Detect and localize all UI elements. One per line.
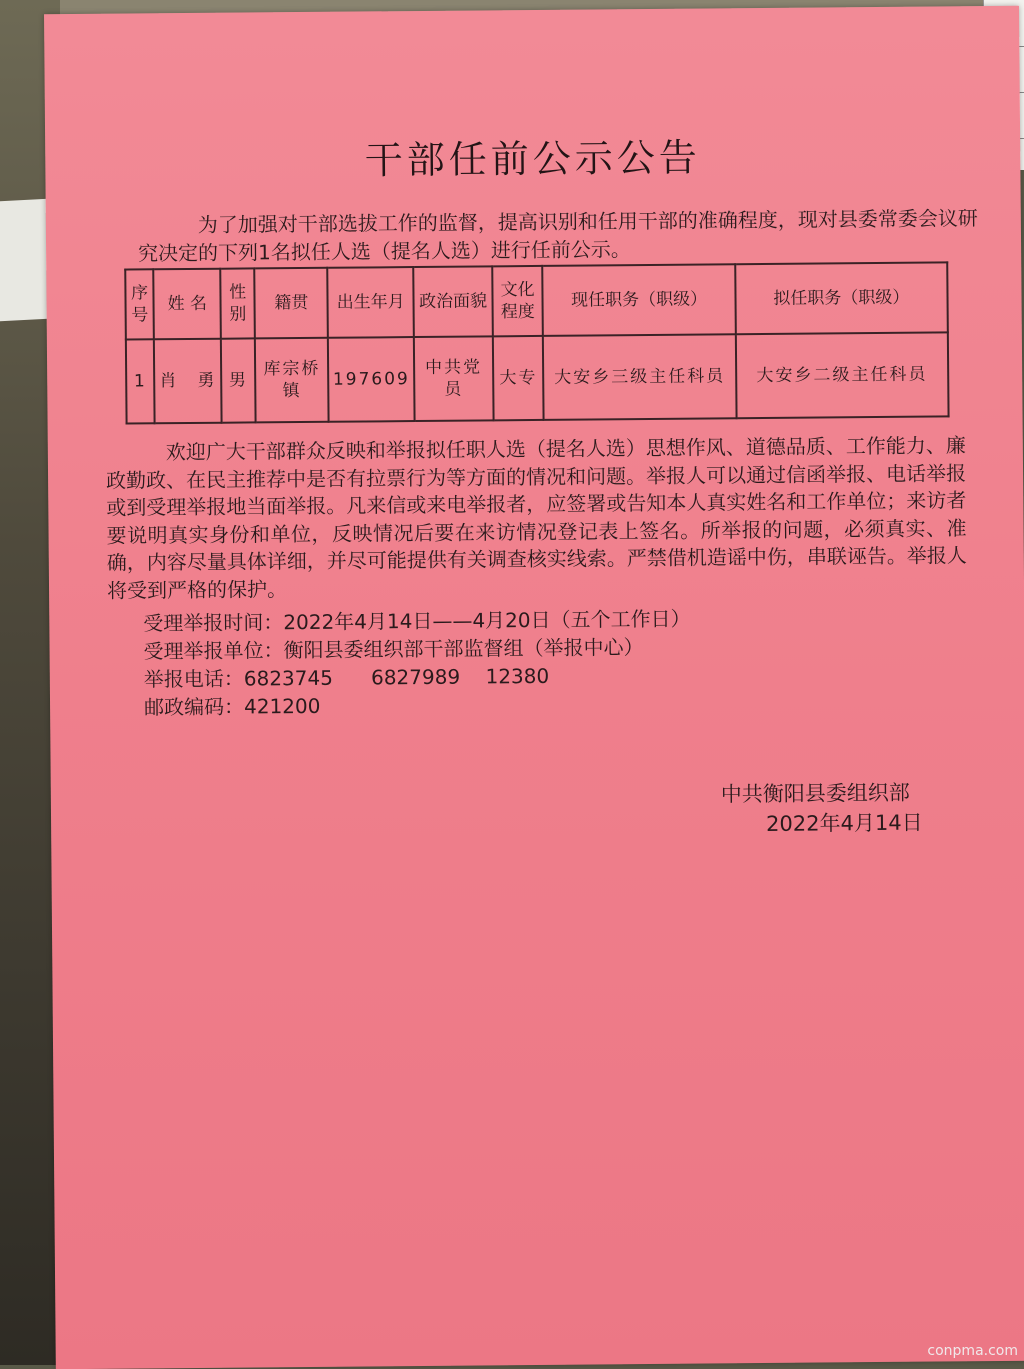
intro-text: 为了加强对干部选拔工作的监督，提高识别和任用干部的准确程度，现对县委常委会议研究决定的下列1名拟任人选（提名人选）进行任前公示。 — [138, 206, 978, 266]
report-time: 受理举报时间：2022年4月14日——4月20日（五个工作日） — [143, 606, 691, 636]
report-phone: 举报电话：6823745 6827989 12380 — [143, 663, 550, 692]
header-cell: 文化程度 — [492, 266, 543, 336]
body-paragraph — [106, 432, 967, 604]
background-paper-left — [0, 199, 48, 322]
report-unit: 受理举报单位：衡阳县委组织部干部监督组（举报中心） — [143, 635, 644, 664]
header-cell: 性别 — [220, 268, 255, 338]
table-cell: 大安乡二级主任科员 — [735, 332, 948, 418]
postal-code: 邮政编码：421200 — [143, 693, 321, 720]
body-text: 欢迎广大干部群众反映和举报拟任职人选（提名人选）思想作风、道德品质、工作能力、廉政勤政、在民主推荐中是否有拉票行为等方面的情况和问题。举报人可以通过信函举报、电话举报或到受理举报地当面举报。凡来信或来电举报者，应签署或告知本人真实姓名和工作单位；来访者要说明真实身份和单位，反映情况后要在来访情况登记表上签名。所举报的问题，必须真实、准确，内容尽量具体详细，并尽可能提供有关调查核实线索。严禁借机造谣中伤，串联诬告。举报人将受到严格的保护。 — [105, 433, 967, 603]
table-header-row — [125, 262, 948, 339]
table-cell: 大专 — [493, 336, 544, 420]
table-cell: 1 — [126, 339, 155, 423]
watermark: conpma.com — [927, 1343, 1018, 1359]
header-cell: 政治面貌 — [413, 266, 492, 337]
intro-paragraph — [138, 204, 978, 267]
header-cell: 籍贯 — [255, 268, 328, 339]
table-row — [126, 332, 949, 423]
header-cell: 出生年月 — [327, 267, 413, 338]
table-cell: 男 — [221, 338, 256, 422]
notice-title: 干部任前公示公告 — [364, 135, 701, 183]
issuer-name: 中共衡阳县委组织部 — [720, 780, 910, 807]
table-cell: 肖 勇 — [154, 339, 221, 424]
candidate-table — [124, 261, 949, 424]
table-cell: 库宗桥镇 — [255, 338, 329, 423]
notice-sheet — [44, 6, 1024, 1369]
table-cell: 中共党员 — [414, 336, 494, 421]
issue-date: 2022年4月14日 — [766, 810, 923, 836]
header-cell: 姓 名 — [154, 269, 221, 340]
table-cell: 大安乡三级主任科员 — [543, 334, 736, 420]
header-cell: 序号 — [125, 269, 154, 339]
header-cell: 拟任职务（职级） — [735, 262, 948, 334]
table-cell: 197609 — [328, 337, 415, 422]
header-cell: 现任职务（职级） — [543, 264, 736, 336]
